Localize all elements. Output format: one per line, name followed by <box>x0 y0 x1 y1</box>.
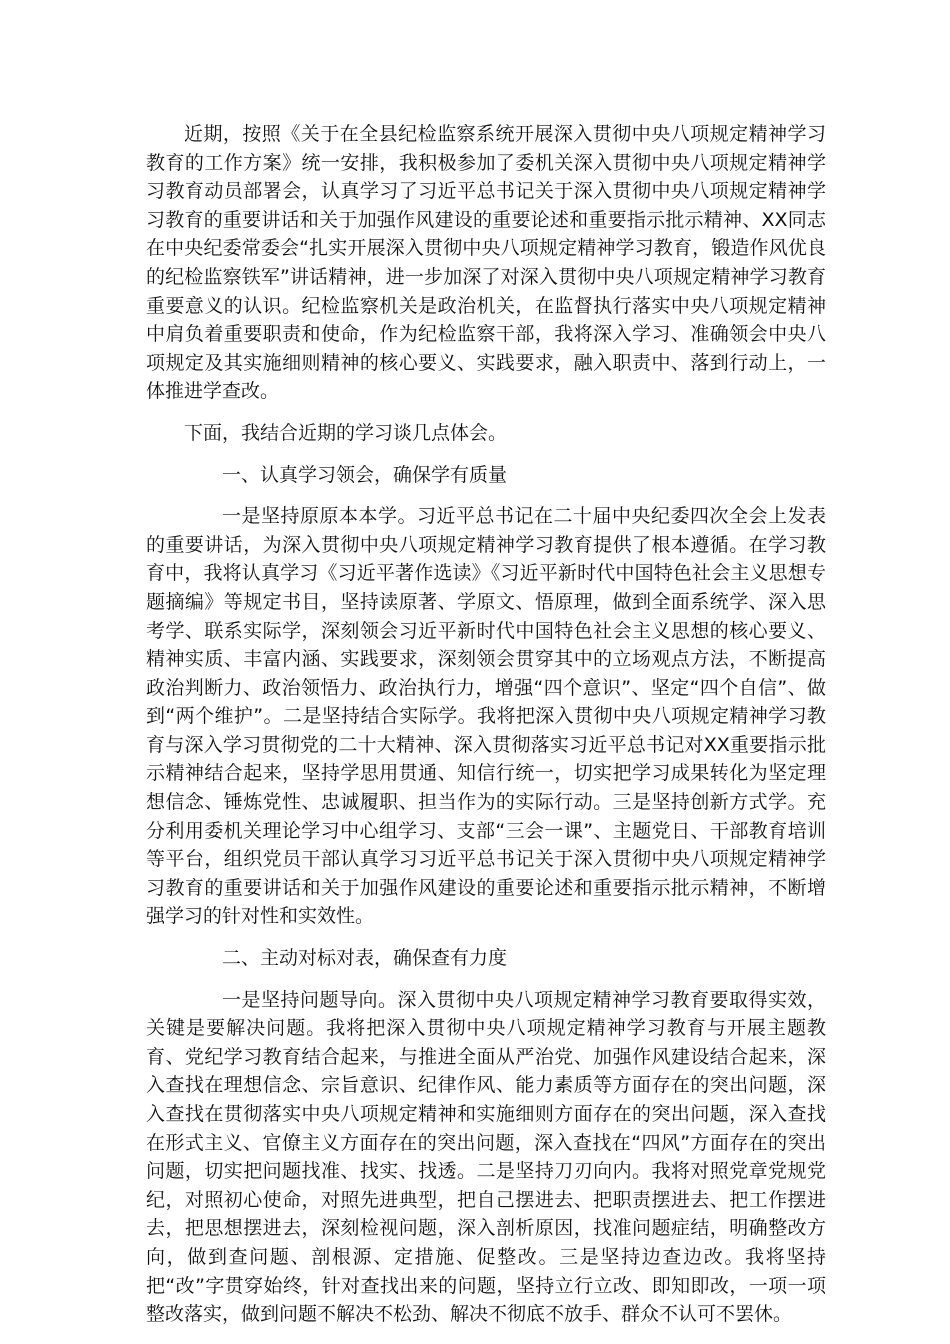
section-1-rest: 习近平总书记在二十届中央纪委四次全会上发表的重要讲话，为深入贯彻中央八项规定精神学习教育提供了根本遵循。在学习教育中，我将认真学习《习近平著作选读》《习近平新时代中国特色社会主义思想专题摘编》等规定书目，坚持读原著、学原文、悟原理，做到全面系统学、深入思考学、联系实际学，深刻领会习近平新时代中国特色社会主义思想的核心要义、精神实质、丰富内涵、实践要求，深刻领会贯穿其中的立场观点方法，不断提高政治判断力、政治领悟力、政治执行力，增强“四个意识”、坚定“四个自信”、做到“两个维护”。二是坚持结合实际学。我将把深入贯彻中央八项规定精神学习教育与深入学习贯彻党的二十大精神、深入贯彻落实习近平总书记对XX重要指示批示精神结合起来，坚持学思用贯通、知信行统一，切实把学习成果转化为坚定理想信念、锤炼党性、忠诚履职、担当作为的实际行动。三是坚持创新方式学。充分利用委机关理论学习中心组学习、支部“三会一课”、主题党日、干部教育培训等平台，组织党员干部认真学习习近平总书记关于深入贯彻中央八项规定精神学习教育的重要讲话和关于加强作风建设的重要论述和重要指示批示精神，不断增强学习的针对性和实效性。 <box>146 505 826 928</box>
document-body <box>146 120 826 1329</box>
paragraph-gap <box>146 489 826 502</box>
paragraph-gap <box>146 406 826 419</box>
section-1-lead: 一是坚持原原本本学。 <box>222 505 417 528</box>
paragraph-gap <box>146 973 826 986</box>
section-1-heading: 一、认真学习领会，确保学有质量 <box>222 463 508 486</box>
section-1-body <box>146 502 826 931</box>
paragraph-gap <box>146 448 826 461</box>
section-2-rest: 深入贯彻中央八项规定精神学习教育要取得实效，关键是要解决问题。我将把深入贯彻中央八项规定精神学习教育与开展主题教育、党纪学习教育结合起来，与推进全面从严治党、加强作风建设结合起来，深入查找在理想信念、宗旨意识、纪律作风、能力素质等方面存在的突出问题，深入查找在贯彻落实中央八项规定精神和实施细则方面存在的突出问题，深入查找在形式主义、官僚主义方面存在的突出问题，深入查找在“四风”方面存在的突出问题，切实把问题找准、找实、找透。二是坚持刀刃向内。我将对照党章党规党纪，对照初心使命，对照先进典型，把自己摆进去、把职责摆进去、把工作摆进去，把思想摆进去，深刻检视问题，深入剖析原因，找准问题症结，明确整改方向，做到查问题、剖根源、定措施、促整改。三是坚持边查边改。我将坚持把“改”字贯穿始终，针对查找出来的问题，坚持立行立改、即知即改，一项一项整改落实，做到问题不解决不松劲、解决不彻底不放手、群众不认可不罢休。 <box>146 988 826 1326</box>
transition-paragraph: 下面，我结合近期的学习谈几点体会。 <box>184 421 508 444</box>
paragraph-gap <box>146 931 826 944</box>
section-2-heading: 二、主动对标对表，确保查有力度 <box>222 947 508 970</box>
section-2-lead: 一是坚持问题导向。 <box>222 988 398 1011</box>
section-2-body <box>146 986 826 1329</box>
intro-paragraph: 近期，按照《关于在全县纪检监察系统开展深入贯彻中央八项规定精神学习教育的工作方案》统一安排，我积极参加了委机关深入贯彻中央八项规定精神学习教育动员部署会，认真学习了习近平总书记关于深入贯彻中央八项规定精神学习教育的重要讲话和关于加强作风建设的重要论述和重要指示批示精神、XX同志在中央纪委常委会“扎实开展深入贯彻中央八项规定精神学习教育，锻造作风优良的纪检监察铁军”讲话精神，进一步加深了对深入贯彻中央八项规定精神学习教育重要意义的认识。纪检监察机关是政治机关，在监督执行落实中央八项规定精神中肩负着重要职责和使命，作为纪检监察干部，我将深入学习、准确领会中央八项规定及其实施细则精神的核心要义、实践要求，融入职责中、落到行动上，一体推进学查改。 <box>146 123 826 403</box>
